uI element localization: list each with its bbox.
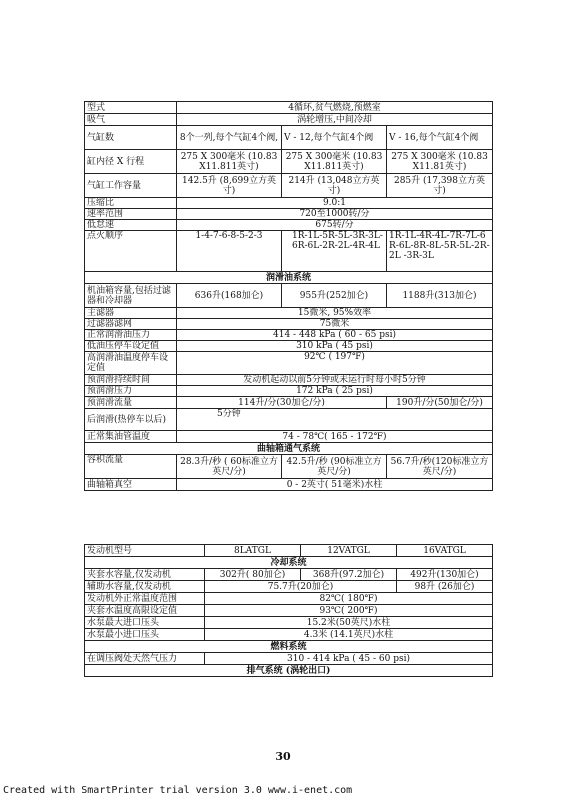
bore-label: 缸内径 X 行程 — [85, 150, 177, 174]
bore-8: 275 X 300毫米 (10.83X11.811英寸) — [177, 150, 282, 174]
firing-16: 1R-1L-4R-4L-7R-7L-6R-6L-8R-8L-5R-5L-2R-2L -3R-3L — [387, 231, 493, 272]
prelube-flow-label: 预润滑流量 — [85, 397, 177, 409]
lube-capacity-16: 1188升(313加仑) — [387, 284, 493, 308]
prelube-pressure-value: 172 kPa ( 25 psi) — [177, 386, 493, 397]
intake-value: 涡轮增压,中间冷却 — [177, 114, 493, 126]
idle-value: 675转/分 — [177, 220, 493, 231]
outlet-label: 发动机外正常温度范围 — [85, 593, 205, 605]
cyl-label: 气缸数 — [85, 126, 177, 150]
jacket-high-value: 93℃( 200℉) — [205, 605, 493, 617]
jacket-8: 302升( 80加仑) — [205, 569, 301, 581]
crankcase-flow-label: 容积流量 — [85, 455, 177, 479]
type-label: 型式 — [85, 102, 177, 114]
bore-16: 275 X 300毫米 (10.83X11.81英寸) — [387, 150, 493, 174]
intake-label: 吸气 — [85, 114, 177, 126]
disp-8: 142.5升 (8,699立方英寸) — [177, 174, 282, 198]
cooling-section-title: 冷却系统 — [85, 557, 493, 569]
low-pressure-label: 低油压停车设定值 — [85, 341, 177, 352]
crankcase-vacuum-value: 0 - 2英寸( 51毫米)水柱 — [177, 479, 493, 491]
type-value: 4循环,贫气燃烧,预燃室 — [177, 102, 493, 114]
lube-capacity-8: 636升(168加仑) — [177, 284, 282, 308]
firing-8: 1-4-7-6-8-5-2-3 — [177, 231, 282, 272]
fuel-section-title: 燃料系统 — [85, 641, 493, 653]
cyl-12: V - 12,每个气缸4个阀 — [282, 126, 387, 150]
postlube-label: 后润滑(热停车以后) — [85, 409, 177, 431]
pump-max-label: 水泵最大进口压头 — [85, 617, 205, 629]
pump-max-value: 15.2米(50英尺)水柱 — [205, 617, 493, 629]
engine-systems-table — [84, 544, 493, 677]
disp-label: 气缸工作容量 — [85, 174, 177, 198]
cyl-8: 8个一列,每个气缸4个阀, — [177, 126, 282, 150]
footer-watermark: Created with SmartPrinter trial version 3.0 www.i-enet.com — [3, 785, 353, 796]
high-temp-label: 高润滑油温度停车设定值 — [85, 352, 177, 375]
lube-capacity-12: 955升(252加仑) — [282, 284, 387, 308]
bore-12: 275 X 300毫米 (10.83X11.811英寸) — [282, 150, 387, 174]
sump-temp-value: 74 - 78℃( 165 - 172℉) — [177, 431, 493, 443]
prelube-duration-label: 预润滑持续时间 — [85, 375, 177, 386]
jacket-12: 368升(97.2加仑) — [301, 569, 397, 581]
postlube-value: 5分钟 — [177, 409, 493, 431]
crankcase-vacuum-label: 曲轴箱真空 — [85, 479, 177, 491]
speed-label: 速率范围 — [85, 209, 177, 220]
prelube-duration-value: 发动机起动以前5分钟或未运行时每小时5分钟 — [177, 375, 493, 386]
model-8: 8LATGL — [205, 545, 301, 557]
engine-spec-table — [84, 101, 493, 491]
outlet-value: 82℃( 180℉) — [205, 593, 493, 605]
speed-value: 720至1000转/分 — [177, 209, 493, 220]
aux-label: 辅助水容量,仅发动机 — [85, 581, 205, 593]
main-filter-label: 主滤器 — [85, 308, 177, 319]
lube-section-title: 润滑油系统 — [85, 272, 493, 284]
model-16: 16VATGL — [397, 545, 493, 557]
sump-temp-label: 正常集油管温度 — [85, 431, 177, 443]
main-filter-value: 15微米, 95%效率 — [177, 308, 493, 319]
exhaust-section-title: 排气系统 (涡轮出口) — [85, 665, 493, 677]
crankcase-section-title: 曲轴箱通气系统 — [85, 443, 493, 455]
model-label: 发动机型号 — [85, 545, 205, 557]
firing-12: 1R-1L-5R-5L-3R-3L-6R-6L-2R-2L-4R-4L — [282, 231, 387, 272]
disp-16: 285升 (17,398立方英寸) — [387, 174, 493, 198]
prelube-flow-8-12: 114升/分(30加仑/分) — [177, 397, 387, 409]
normal-pressure-label: 正常润滑油压力 — [85, 330, 177, 341]
normal-pressure-value: 414 - 448 kPa ( 60 - 65 psi) — [177, 330, 493, 341]
aux-16: 98升 (26加仑) — [397, 581, 493, 593]
fuel-pressure-value: 310 - 414 kPa ( 45 - 60 psi) — [205, 653, 493, 665]
pump-min-value: 4.3米 (14.1英尺)水柱 — [205, 629, 493, 641]
high-temp-value: 92℃ ( 197℉) — [177, 352, 493, 375]
lube-capacity-label: 机油箱容量,包括过滤器和冷却器 — [85, 284, 177, 308]
jacket-high-label: 夹套水温度高限设定值 — [85, 605, 205, 617]
disp-12: 214升 (13,048立方英寸) — [282, 174, 387, 198]
prelube-flow-16: 190升/分(50加仑/分) — [387, 397, 493, 409]
low-pressure-value: 310 kPa ( 45 psi) — [177, 341, 493, 352]
crankcase-flow-12: 42.5升/秒 (90标准立方英尺/分) — [282, 455, 387, 479]
crankcase-flow-8: 28.3升/秒 ( 60标准立方英尺/分) — [177, 455, 282, 479]
firing-label: 点火顺序 — [85, 231, 177, 272]
cyl-16: V - 16,每个气缸4个阀 — [387, 126, 493, 150]
pump-min-label: 水泵最小进口压头 — [85, 629, 205, 641]
fuel-pressure-label: 在调压阀处天然气压力 — [85, 653, 205, 665]
crankcase-flow-16: 56.7升/秒(120标准立方英尺/分) — [387, 455, 493, 479]
strainer-label: 过滤器滤网 — [85, 319, 177, 330]
jacket-label: 夹套水容量,仅发动机 — [85, 569, 205, 581]
page-number: 30 — [275, 750, 291, 763]
idle-label: 低怠速 — [85, 220, 177, 231]
model-12: 12VATGL — [301, 545, 397, 557]
prelube-pressure-label: 预润滑压力 — [85, 386, 177, 397]
comp-label: 压缩比 — [85, 198, 177, 209]
strainer-value: 75微米 — [177, 319, 493, 330]
comp-value: 9.0:1 — [177, 198, 493, 209]
jacket-16: 492升(130加仑) — [397, 569, 493, 581]
aux-8-12: 75.7升(20加仑) — [205, 581, 397, 593]
